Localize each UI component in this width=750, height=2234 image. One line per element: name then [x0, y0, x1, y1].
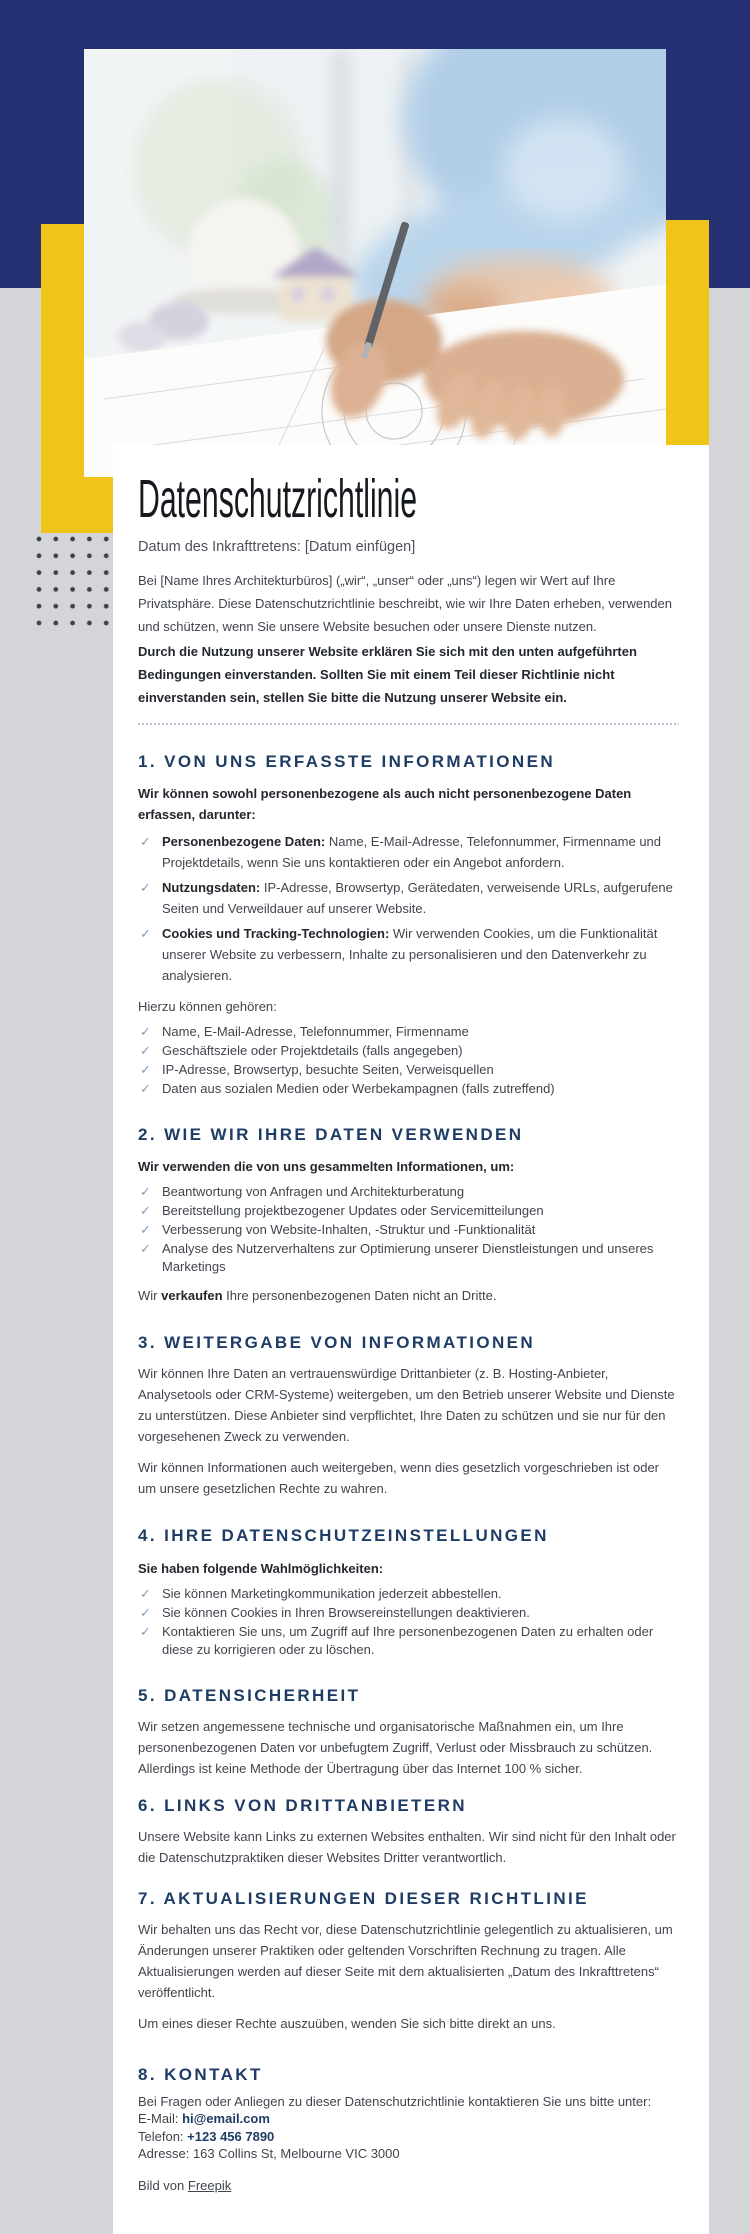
section-lead: Sie haben folgende Wahlmöglichkeiten: [138, 1560, 384, 1576]
paragraph: Wir können Informationen auch weitergeben, wenn dies gesetzlich vorgeschrieben ist oder um unsere gesetzlichen Rechte zu wahren. [138, 1460, 660, 1497]
list-item-term: Personenbezogene Daten: [162, 833, 326, 849]
list-item [138, 1221, 679, 1239]
paragraph: Wir können Ihre Daten an vertrauenswürdige Drittanbieter (z. B. Hosting-Anbieter, Analysetools oder CRM-Systeme) weitergeben, um den Betrieb unserer Website und Dienste zu unterstützen. Diese Anbieter sind verpflichtet, Ihre Daten zu schützen und sie nur für den vorgesehenen Zweck zu verwenden. [138, 1366, 675, 1445]
section-policy-updates [138, 1888, 679, 2034]
list-item-term: Cookies und Tracking-Technologien: [162, 925, 390, 941]
list-item [138, 1042, 679, 1060]
phone-link[interactable]: +123 456 7890 [187, 2128, 275, 2144]
list-item-text: IP-Adresse, Browsertyp, besuchte Seiten, Verweisquellen [162, 1061, 494, 1077]
list-item-text: Name, E-Mail-Adresse, Telefonnummer, Firmenname [162, 1023, 469, 1039]
section-information-sharing [138, 1332, 679, 1499]
section-heading: 2. WIE WIR IHRE DATEN VERWENDEN [138, 1124, 524, 1144]
effective-date: Datum des Inkrafttretens: [Datum einfügen] [138, 538, 416, 555]
section-heading: 5. DATENSICHERHEIT [138, 1685, 361, 1705]
section-privacy-choices [138, 1525, 679, 1658]
list-item-text: Analyse des Nutzerverhaltens zur Optimierung unserer Dienstleistungen und unseres Marketings [162, 1241, 654, 1275]
check-icon: ✓ [140, 1222, 151, 1238]
email-label: E-Mail: [138, 2111, 179, 2127]
check-icon: ✓ [140, 925, 151, 941]
statement-text: Ihre personenbezogenen Daten nicht an Dritte. [226, 1288, 497, 1304]
dot-grid-ornament [36, 536, 120, 637]
contact-intro: Bei Fragen oder Anliegen zu dieser Datenschutzrichtlinie kontaktieren Sie uns bitte unter: [138, 2093, 652, 2109]
freepik-link[interactable]: Freepik [187, 2177, 232, 2193]
dotted-divider [138, 723, 679, 725]
list-item-text: Sie können Marketingkommunikation jederzeit abbestellen. [162, 1585, 502, 1601]
paragraph: Wir setzen angemessene technische und organisatorische Maßnahmen ein, um Ihre personenbezogenen Daten vor unbefugtem Zugriff, Verlust oder Missbrauch zu schützen. Allerdings ist keine Methode der Übertragung über das Internet 100 % sicher. [138, 1718, 653, 1776]
section-collected-information [138, 751, 679, 1098]
checklist [138, 1585, 679, 1659]
section-sublead: Hierzu können gehören: [138, 998, 277, 1014]
section-heading: 7. AKTUALISIERUNGEN DIESER RICHTLINIE [138, 1889, 589, 1909]
checklist [138, 1183, 679, 1276]
list-item-text: Kontaktieren Sie uns, um Zugriff auf Ihre personenbezogenen Daten zu erhalten oder diese zu korrigieren oder zu löschen. [162, 1623, 654, 1657]
check-icon: ✓ [140, 1241, 151, 1257]
list-item-text: Bereitstellung projektbezogener Updates oder Servicemitteilungen [162, 1203, 544, 1219]
list-item [138, 923, 679, 986]
section-data-security [138, 1685, 679, 1779]
section-contact [138, 2064, 679, 2193]
list-item [138, 831, 679, 873]
list-item [138, 1585, 679, 1603]
hero-photo [84, 49, 666, 477]
contact-address-line [138, 2145, 679, 2163]
check-icon: ✓ [140, 1023, 151, 1039]
statement-emphasis: verkaufen [161, 1288, 223, 1304]
section-lead: Wir können sowohl personenbezogene als auch nicht personenbezogene Daten erfassen, darunter: [138, 785, 632, 822]
list-item [138, 1061, 679, 1079]
credit-text: Bild von [138, 2177, 185, 2193]
contact-block [138, 2093, 679, 2163]
hero-photo-illustration [84, 49, 666, 477]
list-item [138, 1623, 679, 1659]
check-icon: ✓ [140, 1061, 151, 1077]
list-item [138, 1080, 679, 1098]
checklist [138, 831, 679, 986]
paragraph: Wir behalten uns das Recht vor, diese Datenschutzrichtlinie gelegentlich zu aktualisieren, um Änderungen unserer Praktiken oder geltenden Vorschriften Rechnung zu tragen. Alle Aktualisierungen werden auf dieser Seite mit dem aktualisierten „Datum des Inkrafttretens“ veröffentlicht. [138, 1922, 673, 2001]
list-item-text: Sie können Cookies in Ihren Browsereinstellungen deaktivieren. [162, 1604, 530, 1620]
phone-label: Telefon: [138, 2128, 184, 2144]
section-heading: 8. KONTAKT [138, 2065, 263, 2085]
check-icon: ✓ [140, 879, 151, 895]
list-item-text: Daten aus sozialen Medien oder Werbekampagnen (falls zutreffend) [162, 1080, 555, 1096]
list-item [138, 1604, 679, 1622]
check-icon: ✓ [140, 833, 151, 849]
intro-paragraph: Bei [Name Ihres Architekturbüros] („wir“, „unser“ oder „uns“) legen wir Wert auf Ihre Privatsphäre. Diese Datenschutzrichtlinie beschreibt, wie wir Ihre Daten erheben, verwenden und schützen, wenn Sie unsere Website besuchen oder unsere Dienste nutzen. [138, 572, 672, 634]
list-item [138, 1240, 679, 1276]
section-heading: 1. VON UNS ERFASSTE INFORMATIONEN [138, 751, 556, 771]
list-item-text: Name, E-Mail-Adresse, Telefonnummer, Firmenname und Projektdetails, wenn Sie uns kontaktieren oder ein Angebot anfordern. [162, 833, 662, 870]
section-heading: 6. LINKS VON DRITTANBIETERN [138, 1795, 467, 1815]
intro-consent-paragraph: Durch die Nutzung unserer Website erklären Sie sich mit den unten aufgeführten Bedingungen einverstanden. Sollten Sie mit einem Teil dieser Richtlinie nicht einverstanden sein, stellen Sie bitte die Nutzung unserer Website ein. [138, 643, 637, 705]
list-item-text: Wir verwenden Cookies, um die Funktionalität unserer Website zu verbessern, Inhalte zu personalisieren und den Datenverkehr zu analysieren. [162, 925, 658, 983]
section-third-party-links [138, 1795, 679, 1868]
statement-text: Wir [138, 1288, 158, 1304]
list-item [138, 877, 679, 919]
no-sale-statement [138, 1285, 679, 1306]
section-heading: 3. WEITERGABE VON INFORMATIONEN [138, 1333, 536, 1353]
section-heading: 4. IHRE DATENSCHUTZEINSTELLUNGEN [138, 1526, 549, 1546]
check-icon: ✓ [140, 1604, 151, 1620]
list-item-text: Verbesserung von Website-Inhalten, -Struktur und -Funktionalität [162, 1222, 536, 1238]
address-label: Adresse: [138, 2146, 190, 2162]
checklist [138, 1023, 679, 1098]
policy-card [113, 445, 709, 2234]
list-item-text: Beantwortung von Anfragen und Architekturberatung [162, 1184, 465, 1200]
email-link[interactable]: hi@email.com [182, 2111, 270, 2127]
check-icon: ✓ [140, 1623, 151, 1639]
contact-email-line [138, 2110, 679, 2128]
list-item-text: Geschäftsziele oder Projektdetails (falls angegeben) [162, 1042, 463, 1058]
check-icon: ✓ [140, 1080, 151, 1096]
section-lead: Wir verwenden die von uns gesammelten Informationen, um: [138, 1159, 515, 1175]
list-item-text: IP-Adresse, Browsertyp, Gerätedaten, verweisende URLs, aufgerufene Seiten und Verweildauer auf unserer Website. [162, 879, 673, 916]
list-item [138, 1183, 679, 1201]
address-value: 163 Collins St, Melbourne VIC 3000 [192, 2146, 400, 2162]
image-credit [138, 2177, 679, 2194]
list-item-term: Nutzungsdaten: [162, 879, 261, 895]
list-item [138, 1023, 679, 1041]
section-data-usage [138, 1124, 679, 1306]
contact-phone-line [138, 2128, 679, 2146]
check-icon: ✓ [140, 1585, 151, 1601]
list-item [138, 1202, 679, 1220]
page-title: Datenschutzrichtlinie [138, 469, 418, 529]
check-icon: ✓ [140, 1203, 151, 1219]
paragraph: Um eines dieser Rechte auszuüben, wenden Sie sich bitte direkt an uns. [138, 2016, 556, 2032]
photo-white-wash [84, 49, 666, 477]
check-icon: ✓ [140, 1184, 151, 1200]
check-icon: ✓ [140, 1042, 151, 1058]
paragraph: Unsere Website kann Links zu externen Websites enthalten. Wir sind nicht für den Inhalt oder die Datenschutzpraktiken dieser Websites Dritter verantwortlich. [138, 1829, 676, 1866]
